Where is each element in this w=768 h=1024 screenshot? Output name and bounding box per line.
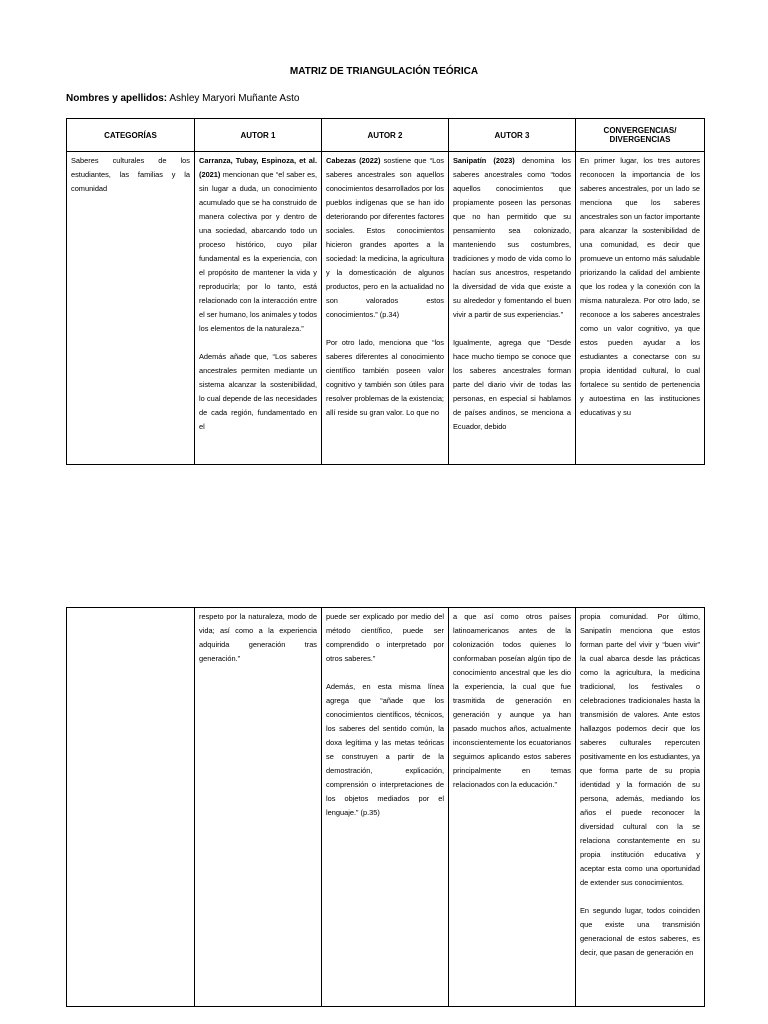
categoria-text: Saberes culturales de los estudiantes, las familias y la comunidad [71, 156, 190, 193]
header-convergencias: CONVERGENCIAS/ DIVERGENCIAS [576, 119, 705, 152]
cell-autor2-continued [322, 608, 449, 1007]
autor3-continued-text: a que así como otros países latinoamericanos antes de la colonización todos quienes lo conformaban poseían algún tipo de conocimiento ancestral que les dio la experiencia, la cual que fue trasmitida de generación en generación y aunque ya han pasado muchos años, actualmente inconscientemente los ecuatorianos seguimos aplicando estos saberes principalmente en temas relacionados con la educación.” [453, 612, 571, 789]
autor1-paragraph-2: Además añade que, “Los saberes ancestrales permiten mediante un sistema alcanzar la sostenibilidad, lo cual depende de las necesidades de cada región, fundamentado en el [199, 352, 317, 431]
autor3-reference: Sanipatín (2023) [453, 156, 515, 165]
header-autor1: AUTOR 1 [195, 119, 322, 152]
student-label: Nombres y apellidos: [66, 93, 168, 104]
convergencias-continued-paragraph-1: propia comunidad. Por último, Sanipatín menciona que estos forman parte del vivir y “buen vivir” la cual abarca desde las prácticas como la agricultura, la medicina tradicional, los festivales o celebraciones tradicionales hasta la transmisión de valores. Ante estos hallazgos podemos decir que los saberes culturales repercuten positivamente en los estudiantes, ya que forma parte de su propia identidad y la formación de su persona, además, mediando los años el puede reconocer la diversidad cultural con la se relaciona constantemente en su propia institución educativa y aceptar esta como una oportunidad de extender sus conocimientos. [580, 612, 700, 887]
autor2-continued-paragraph-1: puede ser explicado por medio del método científico, puede ser comprendido o interpretado por otros saberes.” [326, 612, 444, 663]
header-autor3: AUTOR 3 [449, 119, 576, 152]
autor1-reference: Carranza, Tubay, Espinoza, et al. (2021) [199, 156, 317, 179]
table-row [67, 608, 705, 1007]
header-autor2: AUTOR 2 [322, 119, 449, 152]
autor2-reference: Cabezas (2022) [326, 156, 381, 165]
autor3-paragraph-1 [453, 154, 571, 322]
convergencias-continued-paragraph-2: En segundo lugar, todos coinciden que existe una transmisión generacional de estos saberes, es decir, que pasan de generación en [580, 906, 700, 957]
autor2-continued-paragraph-2: Además, en esta misma línea agrega que “añade que los conocimientos científicos, técnicos, los saberes del sentido común, la doxa legítima y las metas teóricas se construyen a partir de la demostración, explicación, comprensión o interpretaciones de los objetos mediados por el lenguaje.” (p.35) [326, 682, 444, 817]
header-categorias: CATEGORÍAS [67, 119, 195, 152]
cell-autor1-continued [195, 608, 322, 1007]
convergencias-paragraph-1: En primer lugar, los tres autores reconocen la importancia de los saberes ancestrales, por un lado se menciona que los saberes ancestrales son un factor importante para alcanzar la sostenibilidad de una comunidad, es decir que promueve un entorno más saludable priorizando la calidad del ambiente que los rodea y la conexión con la misma naturaleza. Por otro lado, se reconoce a los saberes ancestrales como un valor cognitivo, ya que estos pueden ayudar a los estudiantes a conectarse con su propia identidad cultural, lo cual fortalece su sentido de pertenencia y autoestima en las instituciones educativas y su [580, 156, 700, 417]
autor1-text-1: mencionan que “el saber es, sin lugar a duda, un conocimiento acumulado que se ha construido de manera colectiva por y dentro de una sociedad, abarcando todo un proceso histórico, cuyo pilar fundamental es la experiencia, con el propósito de mantener la vida y reproducirla; por lo tanto, está relacionado con la interacción entre el ser humano, los animales y todos los elementos de la naturaleza.” [199, 170, 317, 333]
cell-autor2 [322, 152, 449, 465]
student-name: Ashley Maryori Muñante Asto [169, 93, 300, 104]
cell-autor3 [449, 152, 576, 465]
table-header-row [67, 119, 705, 152]
autor1-paragraph-1 [199, 154, 317, 336]
autor1-continued-text: respeto por la naturaleza, modo de vida; así como a la experiencia adquirida generación tras generación.” [199, 612, 317, 663]
document-title: MATRIZ DE TRIANGULACIÓN TEÓRICA [289, 66, 479, 77]
autor2-paragraph-1 [326, 154, 444, 322]
cell-categoria [67, 152, 195, 465]
cell-autor3-continued [449, 608, 576, 1007]
autor2-text-1: sostiene que “Los saberes ancestrales son aquellos conocimientos desarrollados por los pueblos indígenas que se han ido deteriorando por diferentes factores sociales. Estos conocimientos hicieron grandes aportes a la sociedad: la medicina, la agricultura y la domesticación de algunos productos, pero en la actualidad no son valorados estos conocimientos.” (p.34) [326, 156, 444, 319]
cell-autor1 [195, 152, 322, 465]
table-row [67, 152, 705, 465]
autor2-paragraph-2: Por otro lado, menciona que “los saberes diferentes al conocimiento científico también poseen valor cognitivo y también son útiles para resolver problemas de la existencia; allí reside su gran valor. Lo que no [326, 338, 444, 417]
cell-categoria-continued [67, 608, 195, 1007]
autor3-text-1: denomina los saberes ancestrales como “todos aquellos conocimientos que propiamente poseen las personas que no han permitido que su pensamiento sea colonizado, manteniendo sus costumbres, tradiciones y modo de vida como lo hacían sus ancestros, respetando la diversidad de vida que existe a su alrededor y fomentando el buen vivir a partir de sus experiencias.” [453, 156, 571, 319]
cell-convergencias [576, 152, 705, 465]
triangulation-table-page2 [66, 607, 705, 1007]
autor3-paragraph-2: Igualmente, agrega que “Desde hace mucho tiempo se conoce que los saberes ancestrales forman parte del diario vivir de todas las personas, en especial si hablamos de países andinos, se menciona a Ecuador, debido [453, 338, 571, 431]
cell-convergencias-continued [576, 608, 705, 1007]
triangulation-table-page1 [66, 118, 705, 465]
student-name-line [66, 93, 299, 104]
